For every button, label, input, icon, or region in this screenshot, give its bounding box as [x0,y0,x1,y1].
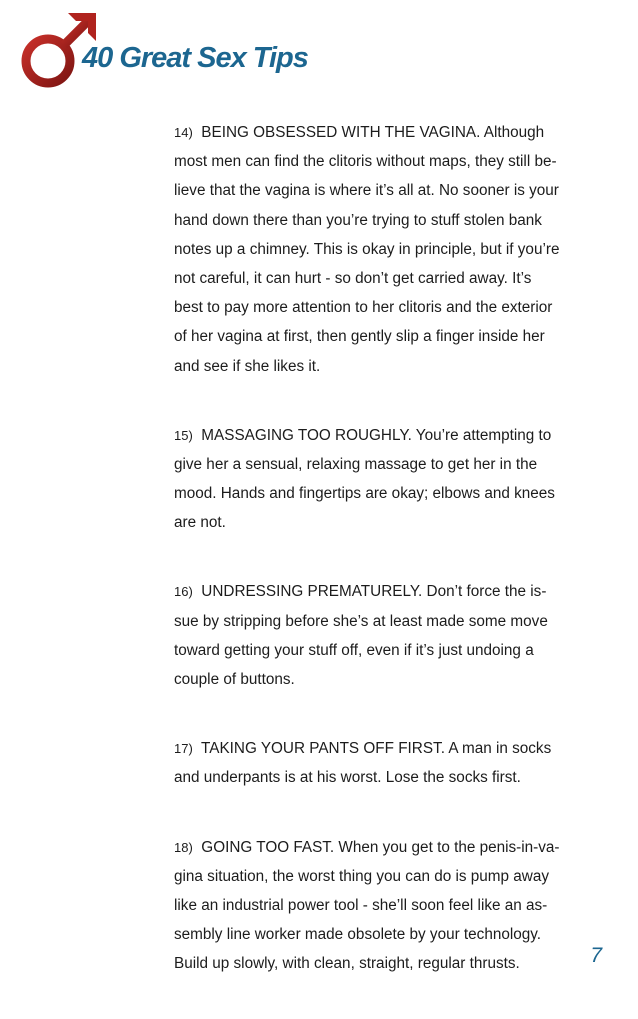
tip-number: 18) [174,839,193,855]
tip-line: 16) UNDRESSING PREMATURELY. Don’t force the is- [174,583,547,601]
tip-line: gina situation, the worst thing you can do is pump away [174,867,549,885]
tip-line: sembly line worker made obsolete by your technology. [174,926,542,944]
tip-18 [174,833,594,979]
tip-line: and underpants is at his worst. Lose the socks first. [174,769,521,787]
page-header [0,0,638,100]
tip-line: 15) MASSAGING TOO ROUGHLY. You’re attempting to [174,426,552,444]
tip-line: most men can find the clitoris without maps, they still be- [174,153,557,171]
tip-line: like an industrial power tool - she’ll soon feel like an as- [174,896,548,914]
tip-line: mood. Hands and fingertips are okay; elbows and knees [174,485,555,503]
tip-number: 16) [174,584,193,600]
tip-line: notes up a chimney. This is okay in principle, but if you’re [174,240,560,258]
tip-16 [174,577,594,694]
tip-line: are not. [174,514,226,532]
tip-number: 14) [174,125,193,140]
tip-line: not careful, it can hurt - so don’t get carried away. It’s [174,269,532,287]
tips-list [174,118,594,1019]
tip-line: of her vagina at first, then gently slip a finger inside her [174,328,545,346]
tip-line: best to pay more attention to her clitoris and the exterior [174,299,553,317]
tip-line: couple of buttons. [174,671,295,688]
tip-line: 18) GOING TOO FAST. When you get to the penis-in-va- [174,838,560,856]
tip-line: and see if she likes it. [174,357,321,375]
tip-15 [174,421,594,538]
tip-line: Build up slowly, with clean, straight, regular thrusts. [174,955,520,973]
page-title: 40 Great Sex Tips [82,42,308,74]
tip-line: toward getting your stuff off, even if it’s just undoing a [174,641,534,659]
tip-line: give her a sensual, relaxing massage to get her in the [174,455,538,473]
tip-line: 17) TAKING YOUR PANTS OFF FIRST. A man in socks [174,740,552,758]
tip-number: 15) [174,427,193,443]
tip-17 [174,734,594,792]
tip-line: 14) BEING OBSESSED WITH THE VAGINA. Although [174,124,545,141]
tip-number: 17) [174,741,193,757]
page-number: 7 [590,944,602,967]
tip-line: hand down there than you’re trying to stuff stolen bank [174,211,542,229]
tip-line: lieve that the vagina is where it’s all at. No sooner is your [174,182,559,200]
tip-line: sue by stripping before she’s at least made some move [174,612,548,630]
tip-14 [174,118,594,381]
